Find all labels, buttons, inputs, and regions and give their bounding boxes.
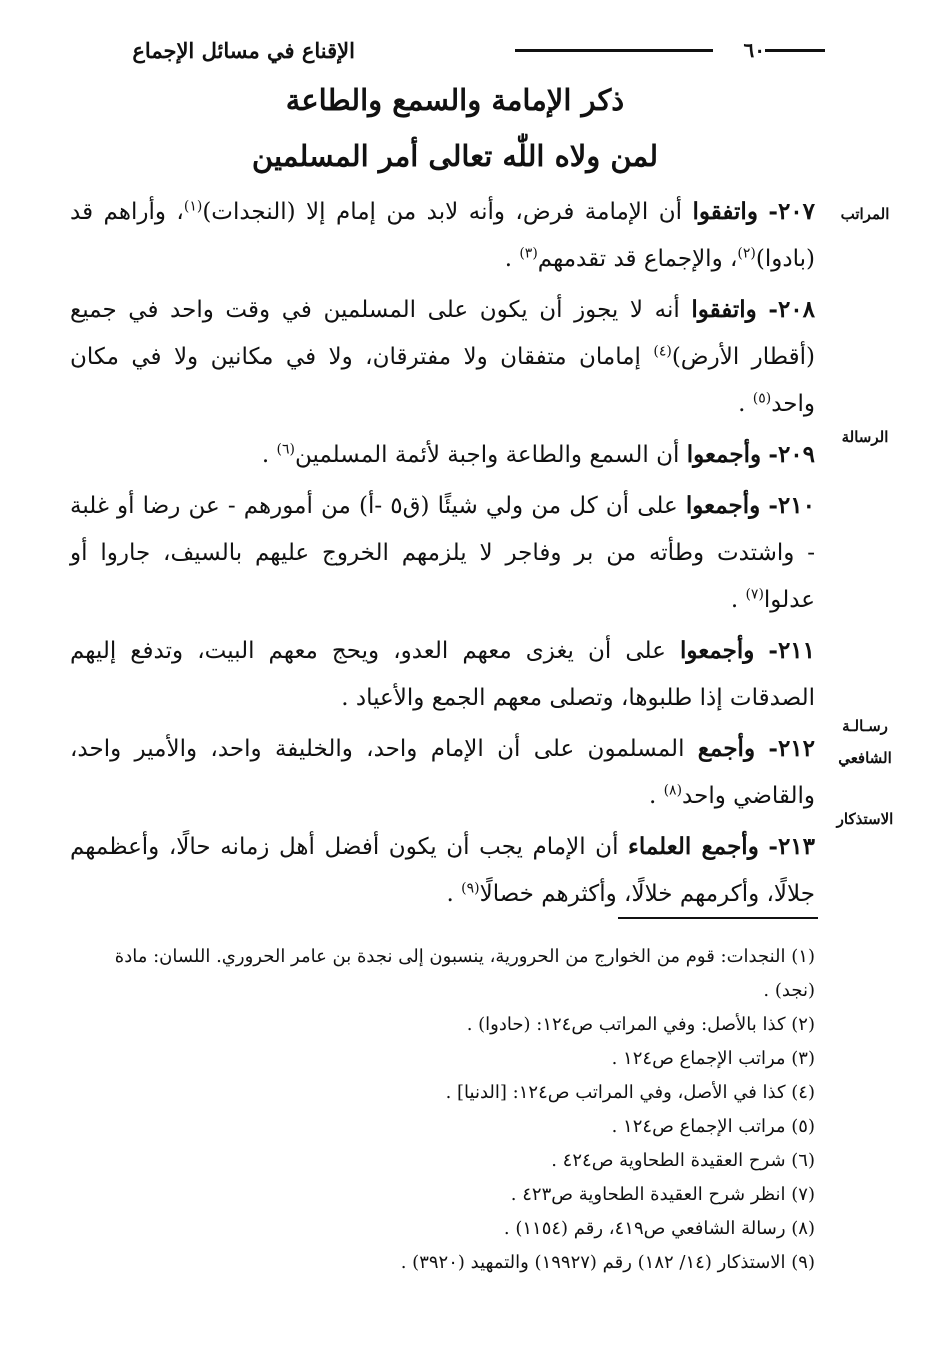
margin-note-risalat-shafii bbox=[830, 710, 900, 774]
chapter-title-line2: لمن ولاه اللّٰه تعالى أمر المسلمين bbox=[251, 139, 659, 173]
text-run: أن الإمامة فرض، وأنه لابد من إمام إلا (النجدات) bbox=[202, 199, 693, 225]
text-run: ، وأراهم قد (بادوا) bbox=[70, 199, 815, 272]
margin-note-istidhkar: الاستذكار bbox=[836, 810, 894, 828]
footnote-7: (٧) انظر شرح العقيدة الطحاوية ص٤٢٣ . bbox=[510, 1184, 815, 1205]
header-rule-left bbox=[515, 49, 713, 52]
paragraph-number: ٢١١- bbox=[768, 637, 816, 664]
paragraph-213 bbox=[70, 823, 815, 918]
paragraph-number: ٢١٣- bbox=[768, 833, 815, 860]
paragraph-number: ٢٠٩- bbox=[768, 441, 815, 468]
footnote-ref[interactable]: (٧) bbox=[745, 586, 764, 603]
text-run: على أن كل من ولي شيئًا (ق٥ -أ) من أمورهم - عن رضا أو غلبة - واشتدت وطأته من بر وفاجر لا يلزمهم الخروج عليهم بالسيف، جاروا أو عدلوا bbox=[70, 493, 815, 613]
lead-word: وأجمعوا bbox=[686, 441, 762, 468]
footnote-ref[interactable]: (٢) bbox=[737, 245, 756, 262]
lead-word: وأجمعوا bbox=[685, 492, 761, 519]
footnote-6: (٦) شرح العقيدة الطحاوية ص٤٢٤ . bbox=[551, 1150, 815, 1171]
text-run: . bbox=[730, 587, 746, 613]
footnote-separator bbox=[618, 917, 818, 919]
margin-note-line: رسـالـة bbox=[842, 717, 888, 735]
text-run: أنه لا يجوز أن يكون على المسلمين في وقت واحد في جميع (أقطار الأرض) bbox=[70, 297, 815, 370]
margin-note-line: الشافعي bbox=[838, 749, 892, 767]
page-header bbox=[70, 28, 825, 68]
footnote-5: (٥) مراتب الإجماع ص١٢٤ . bbox=[611, 1116, 815, 1137]
footnote-ref[interactable]: (٨) bbox=[663, 782, 683, 799]
lead-word: وأجمعوا bbox=[679, 637, 755, 664]
paragraph-210 bbox=[70, 482, 815, 624]
text-run: . bbox=[261, 442, 277, 468]
paragraph-211 bbox=[70, 627, 815, 722]
footnotes bbox=[70, 940, 815, 1280]
footnote-ref[interactable]: (٣) bbox=[519, 245, 538, 262]
footnote-1: (١) النجدات: قوم من الخوارج من الحرورية، ينسبون إلى نجدة بن عامر الحروري. اللسان: مادة (نجد) . bbox=[114, 946, 815, 1001]
margin-note-risala: الرسالة bbox=[841, 428, 889, 446]
lead-word: واتفقوا bbox=[692, 198, 758, 225]
text-run: . bbox=[504, 246, 520, 272]
text-run: المسلمون على أن الإمام واحد، والخليفة واحد، والأمير واحد، والقاضي واحد bbox=[70, 736, 815, 809]
footnote-ref[interactable]: (١) bbox=[183, 198, 203, 215]
text-run: أن السمع والطاعة واجبة لأئمة المسلمين bbox=[294, 442, 687, 468]
paragraph-207 bbox=[70, 188, 815, 283]
footnote-3: (٣) مراتب الإجماع ص١٢٤ . bbox=[611, 1048, 815, 1069]
text-run: أن الإمام يجب أن يكون أفضل أهل زمانه حالًا، وأعظمهم جلالًا، وأكرمهم خلالًا، وأكثرهم خصالًا bbox=[70, 834, 815, 907]
margin-note-maratib: المراتب bbox=[840, 205, 890, 223]
paragraph-number: ٢٠٧- bbox=[768, 198, 816, 225]
text-run: . bbox=[446, 881, 462, 907]
paragraph-209 bbox=[70, 431, 815, 479]
footnote-2: (٢) كذا بالأصل: وفي المراتب ص١٢٤: (حادوا) . bbox=[466, 1014, 815, 1035]
paragraph-208 bbox=[70, 286, 815, 428]
footnote-ref[interactable]: (٩) bbox=[461, 880, 480, 897]
footnote-9: (٩) الاستذكار (١٤/ ١٨٢) رقم (١٩٩٢٧) والتمهيد (٣٩٢٠) . bbox=[400, 1252, 815, 1273]
lead-word: وأجمع bbox=[697, 735, 756, 762]
lead-word: وأجمع العلماء bbox=[628, 833, 759, 860]
text-run: إمامان متفقان ولا مفترقان، ولا في مكانين ولا في مكان واحد bbox=[70, 344, 815, 417]
text-run: . bbox=[738, 391, 753, 417]
text-run: . bbox=[648, 783, 664, 809]
chapter-title-line1: ذكر الإمامة والسمع والطاعة bbox=[285, 83, 625, 117]
header-rule-right bbox=[765, 49, 825, 52]
paragraph-212 bbox=[70, 725, 815, 820]
main-text bbox=[70, 188, 815, 921]
paragraph-number: ٢٠٨- bbox=[768, 296, 815, 323]
footnote-ref[interactable]: (٤) bbox=[653, 343, 672, 360]
text-run: على أن يغزى معهم العدو، ويحج معهم البيت، وتدفع إليهم الصدقات إذا طلبوها، وتصلى معهم الجمع والأعياد . bbox=[70, 638, 815, 711]
text-run: ، والإجماع قد تقدمهم bbox=[537, 246, 738, 272]
running-book-title: الإقناع في مسائل الإجماع bbox=[132, 38, 355, 63]
footnote-ref[interactable]: (٥) bbox=[752, 390, 772, 407]
footnote-8: (٨) رسالة الشافعي ص٤١٩، رقم (١١٥٤) . bbox=[503, 1218, 815, 1239]
page-number: ٦٠ bbox=[743, 38, 765, 62]
lead-word: واتفقوا bbox=[691, 296, 757, 323]
footnote-ref[interactable]: (٦) bbox=[276, 441, 295, 458]
paragraph-number: ٢١٠- bbox=[768, 492, 815, 519]
paragraph-number: ٢١٢- bbox=[768, 735, 816, 762]
footnote-4: (٤) كذا في الأصل، وفي المراتب ص١٢٤: [الدنيا] . bbox=[445, 1082, 815, 1103]
